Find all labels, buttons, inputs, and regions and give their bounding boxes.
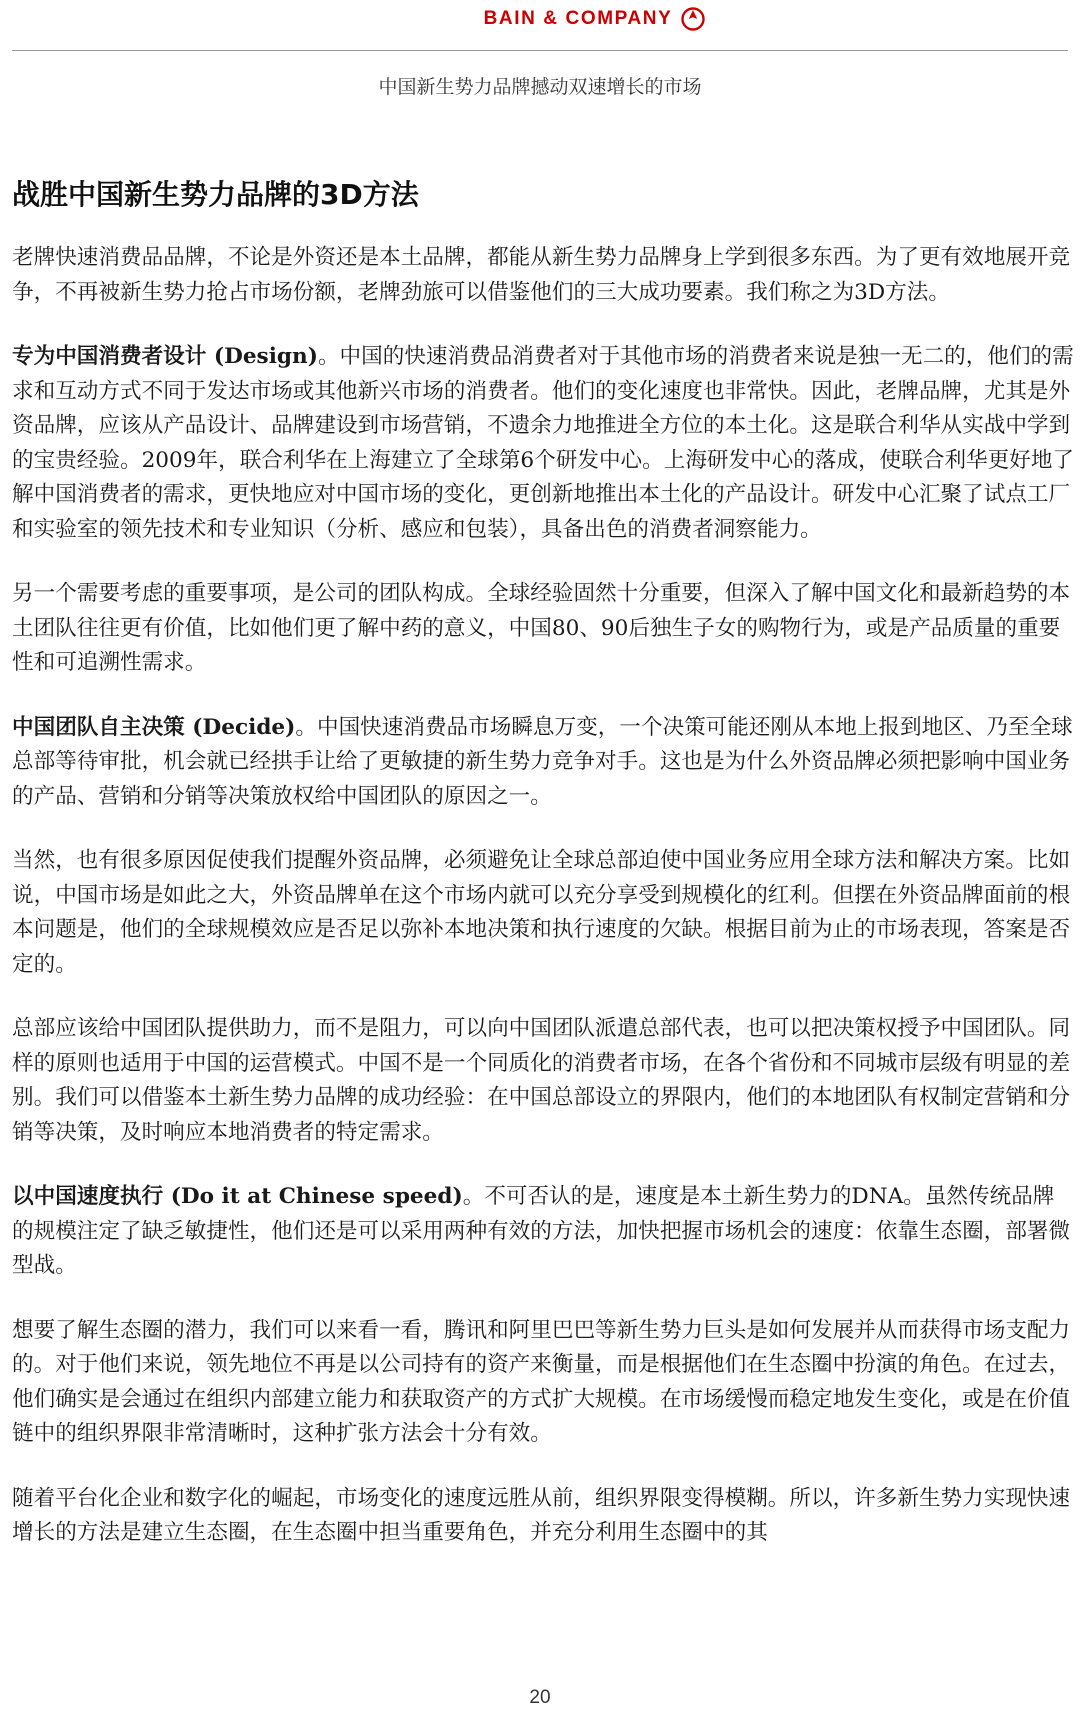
paragraph-text: 。中国的快速消费品消费者对于其他市场的消费者来说是独一无二的，他们的需求和互动方式不同于发达市场或其他新兴市场的消费者。他们的变化速度也非常快。因此，老牌品牌，尤其是外资品牌，应该从产品设计、品牌建设到市场营销，不遗余力地推进全方位的本土化。这是联合利华从实战中学到的宝贵经验。2009年，联合利华在上海建立了全球第6个研发中心。上海研发中心的落成，使联合利华更好地了解中国消费者的需求，更快地应对中国市场的变化，更创新地推出本土化的产品设计。研发中心汇聚了试点工厂和实验室的领先技术和专业知识（分析、感应和包装），具备出色的消费者洞察能力。 [12,344,1075,542]
paragraph-text: 另一个需要考虑的重要事项，是公司的团队构成。全球经验固然十分重要，但深入了解中国文化和最新趋势的本土团队往往更有价值，比如他们更了解中药的意义，中国80、90后独生子女的购物行为，或是产品质量的重要性和可追溯性需求。 [12,581,1071,675]
paragraph [12,577,1074,681]
paragraph-lead-en: (Do it at Chinese speed) [163,1184,463,1209]
paragraph-lead: 以中国速度执行 [12,1184,164,1209]
page-number: 20 [529,1687,551,1708]
paragraph-do-it [12,1180,1074,1284]
page-title: 战胜中国新生势力品牌的3D方法 [12,178,419,211]
paragraph-text: 总部应该给中国团队提供助力，而不是阻力，可以向中国团队派遣总部代表，也可以把决策权授予中国团队。同样的原则也适用于中国的运营模式。中国不是一个同质化的消费者市场，在各个省份和不同城市层级有明显的差别。我们可以借鉴本土新生势力品牌的成功经验：在中国总部设立的界限内，他们的本地团队有权制定营销和分销等决策，及时响应本地消费者的特定需求。 [12,1016,1071,1145]
paragraph [12,241,1074,310]
paragraph-lead-en: (Design) [206,344,318,369]
brand-logo [0,0,1080,38]
paragraph-text: 。不可否认的是，速度是本土新生势力的DNA。虽然传统品牌的规模注定了缺乏敏捷性，他们还是可以采用两种有效的方法，加快把握市场机会的速度：依靠生态圈，部署微型战。 [12,1184,1071,1278]
header-divider [12,50,1068,51]
paragraph-lead-en: (Decide) [184,714,296,740]
paragraph-lead: 中国团队自主决策 [12,714,185,740]
paragraph [12,1012,1074,1150]
paragraph-text: 想要了解生态圈的潜力，我们可以来看一看，腾讯和阿里巴巴等新生势力巨头是如何发展并从而获得市场支配力的。对于他们来说，领先地位不再是以公司持有的资产来衡量，而是根据他们在生态圈中扮演的角色。在过去，他们确实是会通过在组织内部建立能力和获取资产的方式扩大规模。在市场缓慢而稳定地发生变化，或是在价值链中的组织界限非常清晰时，这种扩张方法会十分有效。 [12,1317,1071,1446]
paragraph [12,1482,1074,1551]
running-header: 中国新生势力品牌撼动双速增长的市场 [378,76,702,98]
paragraph-text: 当然，也有很多原因促使我们提醒外资品牌，必须避免让全球总部迫使中国业务应用全球方法和解决方案。比如说，中国市场是如此之大，外资品牌单在这个市场内就可以充分享受到规模化的红利。但摆在外资品牌面前的根本问题是，他们的全球规模效应是否足以弥补本地决策和执行速度的欠缺。根据目前为止的市场表现，答案是否定的。 [12,848,1071,977]
paragraph-decide [12,711,1074,815]
paragraph-text: 。中国快速消费品市场瞬息万变，一个决策可能还刚从本地上报到地区、乃至全球总部等待审批，机会就已经拱手让给了更敏捷的新生势力竞争对手。这也是为什么外资品牌必须把影响中国业务的产品、营销和分销等决策放权给中国团队的原因之一。 [12,714,1073,809]
paragraph-text: 随着平台化企业和数字化的崛起，市场变化的速度远胜从前，组织界限变得模糊。所以，许多新生势力实现快速增长的方法是建立生态圈，在生态圈中担当重要角色，并充分利用生态圈中的其 [12,1485,1071,1545]
paragraph-design [12,340,1074,547]
paragraph [12,1314,1074,1452]
brand-name: BAIN & COMPANY [483,8,673,29]
paragraph-lead: 专为中国消费者设计 [12,344,207,369]
paragraph [12,844,1074,982]
paragraph-text: 老牌快速消费品品牌，不论是外资还是本土品牌，都能从新生势力品牌身上学到很多东西。为了更有效地展开竞争，不再被新生势力抢占市场份额，老牌劲旅可以借鉴他们的三大成功要素。我们称之为3D方法。 [12,245,1071,305]
bain-logo-icon [680,6,706,32]
article-body [12,175,1074,1581]
